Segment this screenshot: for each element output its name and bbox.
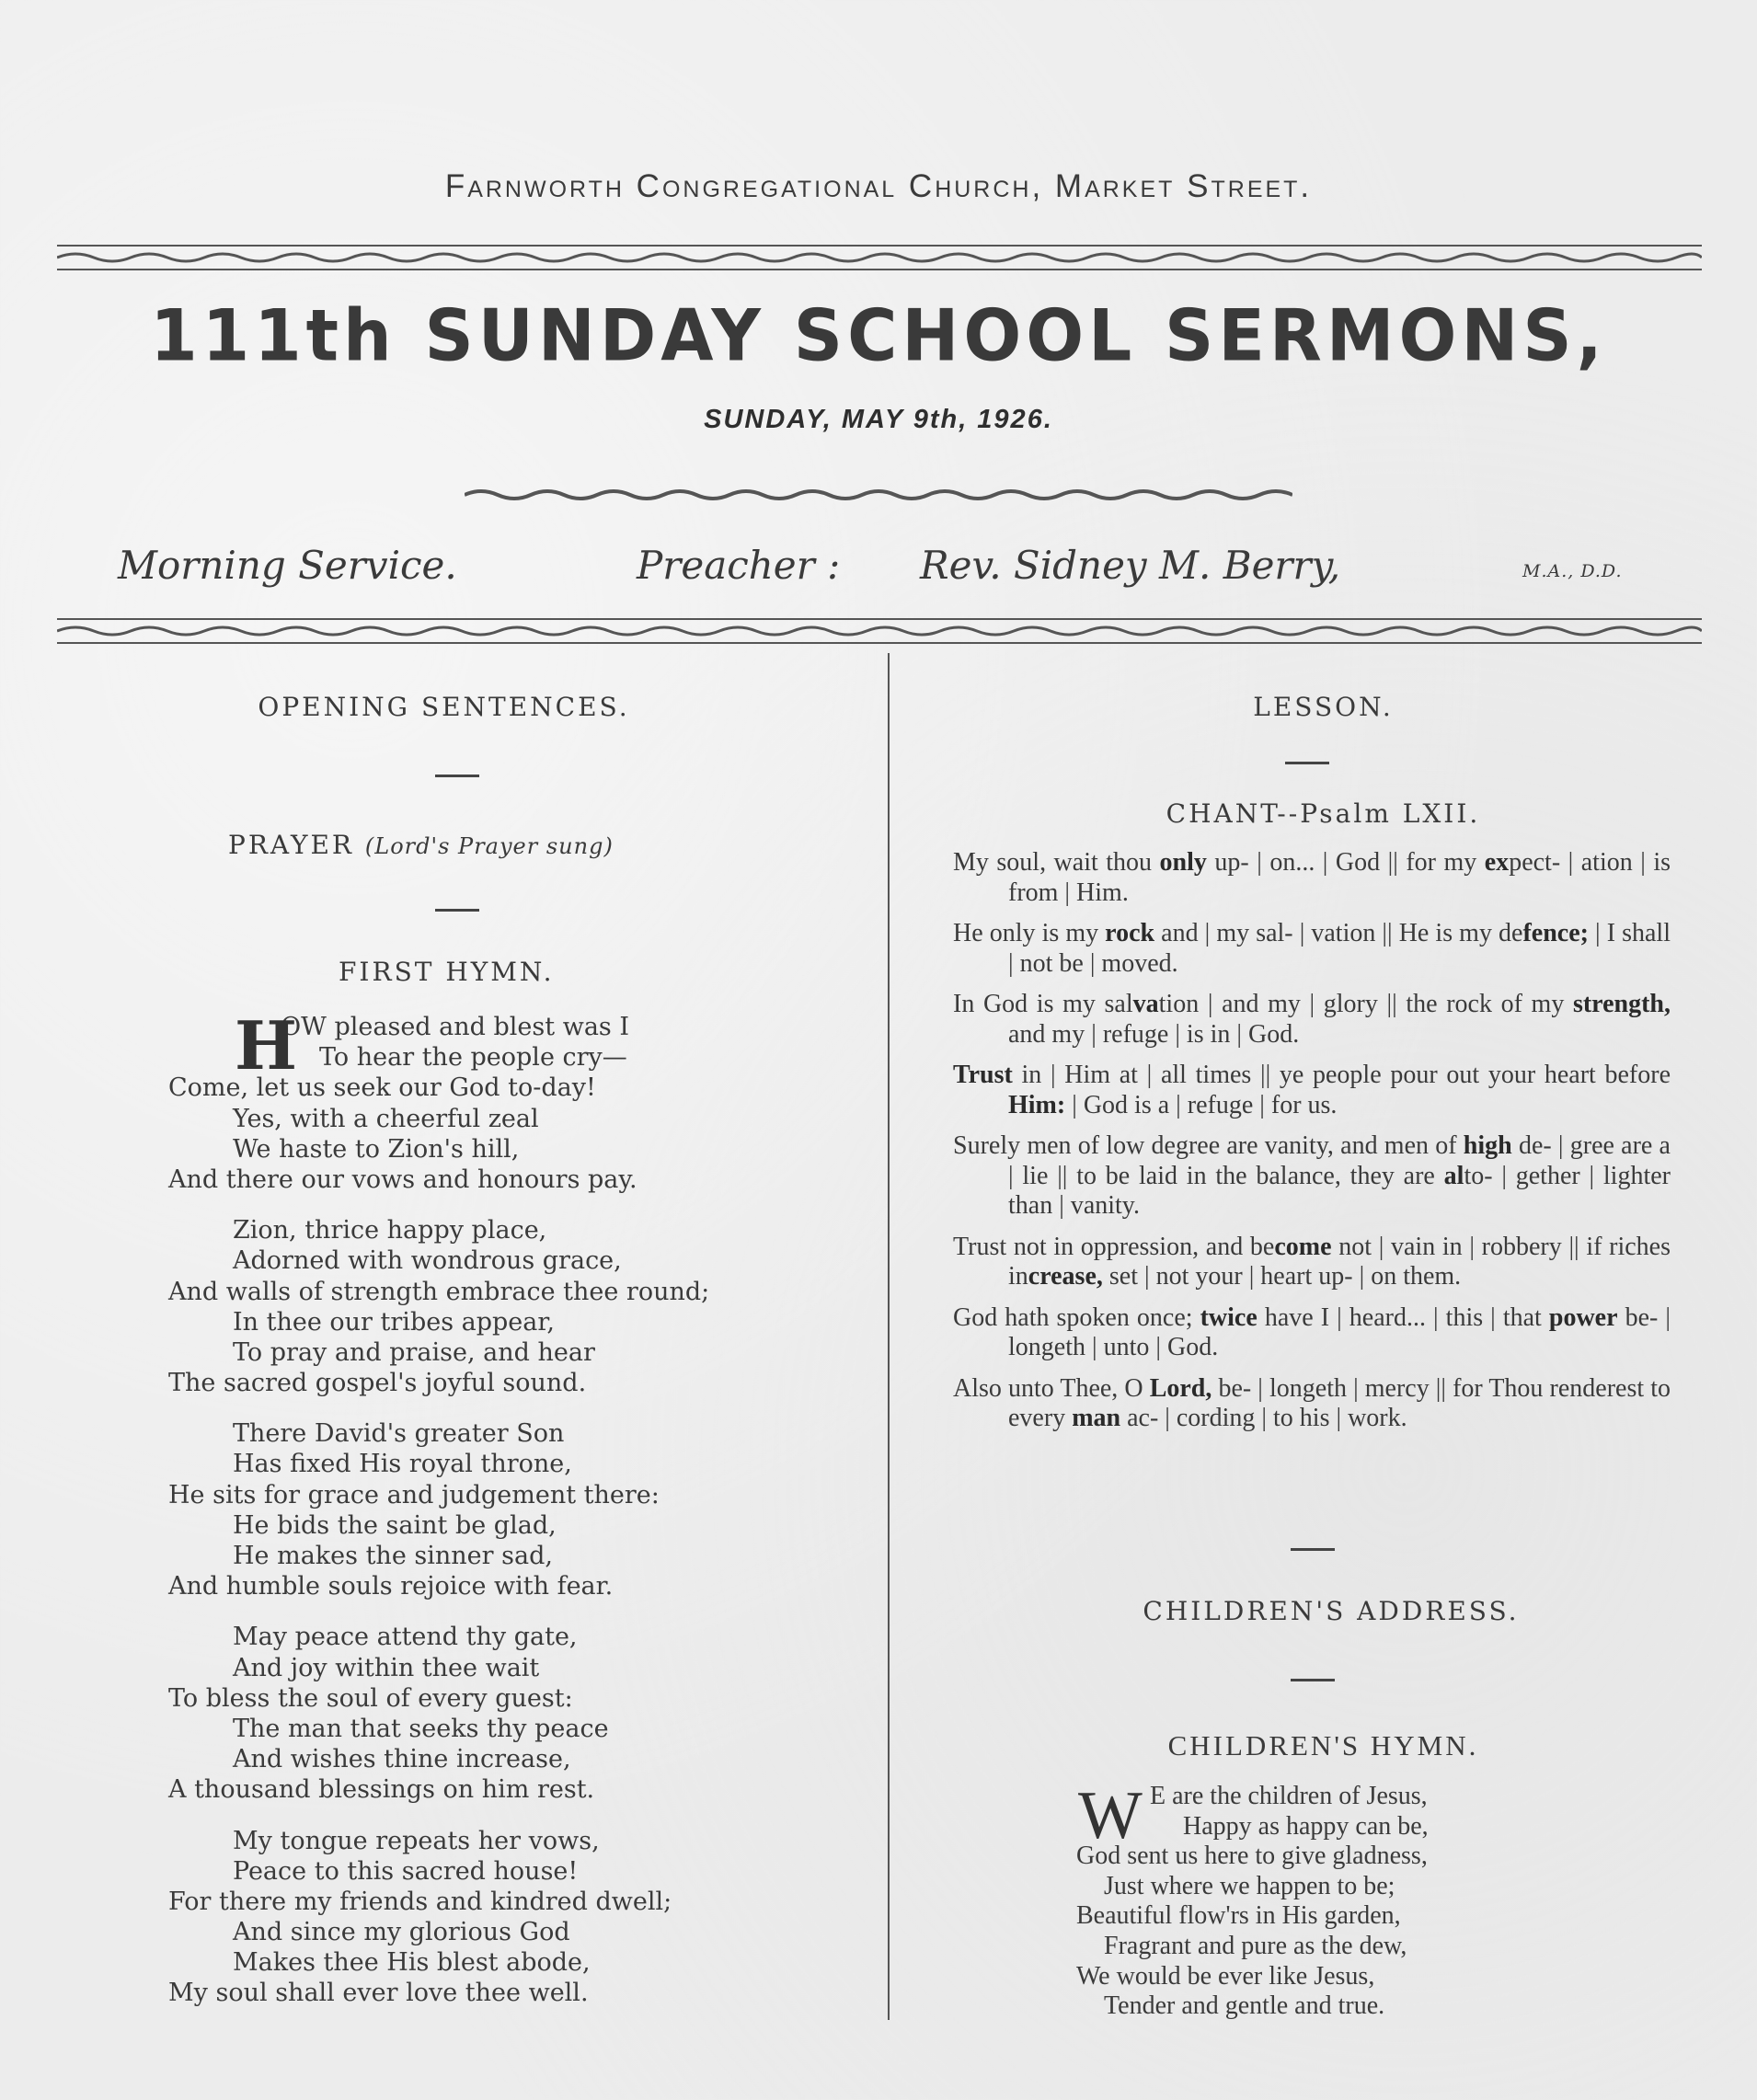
page-title: 111th SUNDAY SCHOOL SERMONS, <box>150 293 1607 378</box>
chant-verse <box>953 919 1671 979</box>
verse-text: de- | gree are a | lie || to be laid in the balance, they are <box>1008 1131 1671 1190</box>
hymn-line: Peace to this sacred house! <box>233 1856 579 1886</box>
hymn-line: And since my glorious God <box>233 1918 570 1947</box>
section-rule <box>435 909 479 912</box>
column-divider <box>888 653 890 2020</box>
wavy-line-icon <box>465 486 1292 504</box>
preacher-label: Preacher : <box>637 543 841 588</box>
wavy-line-icon <box>57 624 1702 638</box>
ornamental-rule-bottom <box>57 618 1702 644</box>
hymn-line: We would be ever like Jesus, <box>1076 1961 1375 1991</box>
hymn-line: For there my friends and kindred dwell; <box>168 1887 672 1916</box>
verse-text: | I shall | not be | moved. <box>1008 919 1671 978</box>
hymn-line: Just where we happen to be; <box>1104 1871 1395 1900</box>
hymn-line: Fragrant and pure as the dew, <box>1104 1931 1407 1960</box>
hymn-line: Come, let us seek our God to-day! <box>168 1073 596 1103</box>
prayer-heading <box>228 830 614 860</box>
hymn-line: God sent us here to give gladness, <box>1076 1842 1428 1871</box>
hymn-line: Tender and gentle and true. <box>1104 1991 1385 2021</box>
emphasis: rock <box>1105 919 1155 947</box>
prayer-label: PRAYER <box>228 830 355 860</box>
chant-verse <box>953 1131 1671 1222</box>
verse-text: up- | on... | God || for my <box>1206 848 1485 877</box>
service-date: SUNDAY, MAY 9th, 1926. <box>704 405 1053 434</box>
childrens-address-heading: CHILDREN'S ADDRESS. <box>1143 1596 1520 1626</box>
emphasis: man <box>1072 1404 1121 1432</box>
emphasis: al <box>1443 1161 1464 1190</box>
opening-sentences-heading: OPENING SENTENCES. <box>258 692 630 722</box>
hymn-line: E are the children of Jesus, <box>1150 1782 1428 1810</box>
verse-text: have I | heard... | this | that <box>1257 1302 1549 1332</box>
preacher-name: Rev. Sidney M. Berry, <box>920 543 1341 588</box>
emphasis: power <box>1548 1302 1618 1332</box>
lesson-heading: LESSON. <box>1253 692 1394 722</box>
childrens-hymn <box>1076 1778 1429 2022</box>
emphasis: twice <box>1200 1302 1257 1332</box>
hymn-line: To bless the soul of every guest: <box>168 1683 573 1713</box>
service-info <box>0 543 1757 598</box>
hymn-line: To pray and praise, and hear <box>233 1337 595 1367</box>
emphasis: come <box>1274 1232 1332 1261</box>
chant-verse <box>953 1374 1671 1434</box>
emphasis: high <box>1463 1131 1512 1160</box>
hymn-verse <box>168 1622 709 1805</box>
verse-text: and my | refuge | is in | God. <box>1008 1019 1300 1049</box>
chant-verse <box>953 1233 1671 1292</box>
hymn-line: And joy within thee wait <box>233 1653 540 1682</box>
verse-text: be- | longeth | mercy || for Thou renderest to every <box>1008 1373 1671 1432</box>
verse-text: pect- | ation | is from | Him. <box>1008 848 1671 907</box>
hymn-line: Beautiful flow'rs in His garden, <box>1076 1901 1401 1931</box>
verse-text: in | Him at | all times || ye people pour out your heart before <box>1012 1061 1671 1089</box>
hymn-line: Yes, with a cheerful zeal <box>233 1104 539 1133</box>
prayer-note: (Lord's Prayer sung) <box>364 833 614 859</box>
chant-verse <box>953 1061 1671 1120</box>
hymn-verse <box>168 1215 709 1398</box>
hymn-line: There David's greater Son <box>233 1419 565 1449</box>
hymn-line: My soul shall ever love thee well. <box>168 1979 589 2008</box>
verse-text: to- | gether | lighter than | vanity. <box>1008 1161 1671 1220</box>
hymn-line: My tongue repeats her vows, <box>233 1826 600 1855</box>
hymn-line: OW pleased and blest was I <box>281 1013 630 1041</box>
preacher-degrees: M.A., D.D. <box>1522 561 1623 581</box>
dropcap: W <box>1078 1778 1143 1853</box>
hymn-line: He makes the sinner sad, <box>233 1542 553 1570</box>
emphasis: Lord, <box>1149 1373 1212 1403</box>
section-rule <box>1291 1548 1335 1551</box>
service-name: Morning Service. <box>118 543 457 588</box>
hymn-line: Has fixed His royal throne, <box>233 1450 572 1479</box>
hymn-line: The man that seeks thy peace <box>233 1714 609 1743</box>
wavy-line-icon <box>57 250 1702 265</box>
ornamental-rule-top <box>57 245 1702 270</box>
section-rule <box>1285 762 1329 764</box>
first-hymn <box>168 1006 710 2009</box>
verse-text: Surely men of low degree are vanity, and men of <box>953 1131 1464 1160</box>
ornamental-rule-short <box>465 486 1292 504</box>
verse-text: In God is my sal <box>953 990 1133 1018</box>
section-rule <box>1291 1679 1335 1681</box>
section-rule <box>435 775 479 777</box>
dropcap: H <box>235 1006 298 1084</box>
hymn-line: And walls of strength embrace thee round; <box>168 1277 710 1306</box>
verse-text: tion | and my | glory || the rock of my <box>1158 990 1573 1018</box>
emphasis: only <box>1159 848 1207 877</box>
verse-text: be- | longeth | unto | God. <box>1008 1302 1671 1361</box>
emphasis: strength, <box>1572 990 1671 1018</box>
hymn-line: And wishes thine increase, <box>233 1745 571 1774</box>
verse-text: Also unto Thee, O <box>953 1373 1150 1403</box>
chant-verse <box>953 990 1671 1050</box>
verse-text: Trust not in oppression, and be <box>953 1232 1275 1261</box>
verse-text: and | my sal- | vation || He is my de <box>1154 919 1523 947</box>
hymn-line: A thousand blessings on him rest. <box>168 1775 595 1805</box>
verse-text: God hath spoken once; <box>953 1302 1200 1332</box>
verse-text: not | vain in | robbery || if riches in <box>1008 1232 1671 1291</box>
hymn-line: Happy as happy can be, <box>1183 1811 1429 1841</box>
childrens-hymn-heading: CHILDREN'S HYMN. <box>1167 1729 1479 1761</box>
chant-heading <box>890 798 1757 829</box>
hymn-line: May peace attend thy gate, <box>233 1623 578 1652</box>
hymn-line: To hear the people cry— <box>319 1043 627 1073</box>
emphasis: ex <box>1484 848 1510 877</box>
chant-verse <box>953 848 1671 908</box>
emphasis: Trust <box>953 1061 1013 1089</box>
chant-verse <box>953 1303 1671 1363</box>
hymn-line: Zion, thrice happy place, <box>233 1216 547 1245</box>
verse-text: set | not your | heart up- | on them. <box>1102 1262 1462 1291</box>
verse-text: My soul, wait thou <box>953 848 1160 877</box>
verse-text: ac- | cording | to his | work. <box>1120 1404 1407 1432</box>
hymn-line: He sits for grace and judgement there: <box>168 1480 660 1509</box>
hymn-line: In thee our tribes appear, <box>233 1307 555 1337</box>
hymn-verse <box>168 1826 709 2009</box>
psalm-chant <box>953 848 1671 1445</box>
hymn-line: Adorned with wondrous grace, <box>233 1246 622 1276</box>
hymn-line: We haste to Zion's hill, <box>233 1134 520 1164</box>
hymn-line: The sacred gospel's joyful sound. <box>168 1369 587 1398</box>
emphasis: Him: <box>1008 1090 1066 1119</box>
hymn-line: And there our vows and honours pay. <box>168 1165 637 1194</box>
emphasis: fence; <box>1522 919 1589 947</box>
hymn-line: Makes thee His blest abode, <box>233 1948 591 1978</box>
verse-text: | God is a | refuge | for us. <box>1065 1090 1338 1119</box>
emphasis: va <box>1132 990 1159 1018</box>
hymn-line: He bids the saint be glad, <box>233 1510 557 1540</box>
hymn-verse <box>168 1418 709 1601</box>
hymn-line: And humble souls rejoice with fear. <box>168 1572 614 1601</box>
verse-text: He only is my <box>953 919 1106 947</box>
church-name: Farnworth Congregational Church, Market Street. <box>444 168 1313 204</box>
first-hymn-heading: FIRST HYMN. <box>339 957 555 987</box>
emphasis: crease, <box>1028 1262 1103 1291</box>
chant-title: CHANT--Psalm LXII. <box>1166 798 1481 829</box>
